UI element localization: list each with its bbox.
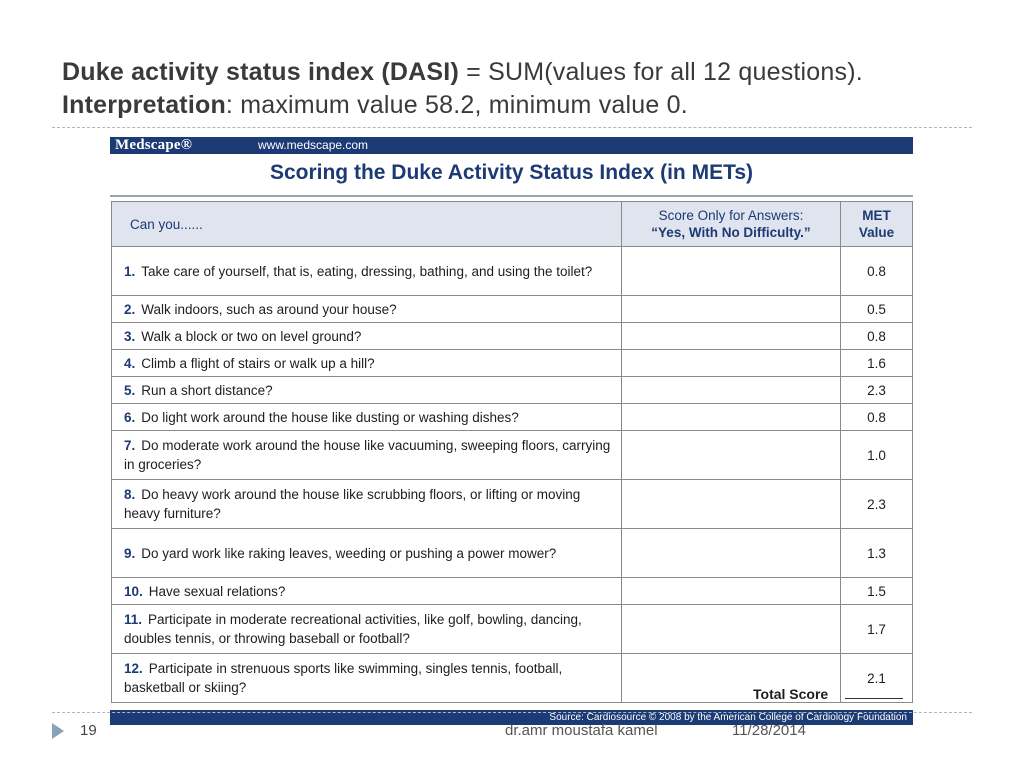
question-number: 10. — [124, 583, 143, 599]
question-number: 2. — [124, 301, 136, 317]
top-divider — [52, 127, 972, 128]
table-row — [112, 323, 913, 350]
medscape-url: www.medscape.com — [258, 138, 369, 152]
question-text: Do moderate work around the house like vacuuming, sweeping floors, carrying in groceries? — [124, 438, 611, 472]
header-score — [622, 202, 841, 247]
question-number: 3. — [124, 328, 136, 344]
question-text: Do yard work like raking leaves, weeding or pushing a power mower? — [141, 545, 557, 561]
total-score-label: Total Score — [753, 686, 829, 702]
question-number: 7. — [124, 438, 136, 453]
question-cell — [112, 480, 622, 529]
question-number: 4. — [124, 355, 136, 371]
table-row — [112, 431, 913, 480]
score-cell[interactable] — [622, 247, 841, 296]
question-cell — [112, 654, 622, 703]
met-value: 0.8 — [841, 247, 913, 296]
header-met-line2: Value — [858, 225, 895, 240]
interpretation-bold: Interpretation — [62, 91, 226, 119]
slide-title — [62, 56, 992, 122]
score-cell[interactable] — [622, 323, 841, 350]
met-value: 0.5 — [841, 296, 913, 323]
medscape-header-bar — [110, 137, 913, 154]
table-row — [112, 529, 913, 578]
met-value: 1.5 — [841, 578, 913, 605]
bullet-arrow-icon — [52, 723, 64, 739]
table-row — [112, 605, 913, 654]
footer-date: 11/28/2014 — [732, 722, 806, 739]
interpretation-rest: : maximum value 58.2, minimum value 0. — [225, 91, 688, 119]
figure-title-rule — [110, 195, 913, 197]
table-row — [112, 296, 913, 323]
title-line-2 — [62, 89, 992, 122]
figure-title: Scoring the Duke Activity Status Index (in METs) — [269, 161, 754, 184]
header-score-line2: “Yes, With No Difficulty.” — [651, 225, 811, 240]
question-cell — [112, 377, 622, 404]
score-cell[interactable] — [622, 350, 841, 377]
header-met — [841, 202, 913, 247]
question-text: Do heavy work around the house like scrubbing floors, or lifting or moving heavy furniture? — [124, 487, 581, 521]
table-row — [112, 578, 913, 605]
question-number: 9. — [124, 545, 136, 561]
question-number: 12. — [124, 661, 143, 676]
question-text: Take care of yourself, that is, eating, dressing, bathing, and using the toilet? — [141, 263, 593, 279]
met-value: 2.1 — [841, 654, 913, 703]
question-number: 8. — [124, 487, 136, 502]
question-number: 11. — [124, 612, 143, 627]
header-met-line1: MET — [862, 208, 891, 223]
question-cell — [112, 578, 622, 605]
question-number: 5. — [124, 382, 136, 398]
title-line-1 — [62, 56, 992, 89]
header-score-line1: Score Only for Answers: — [658, 208, 804, 223]
table-row — [112, 377, 913, 404]
met-value: 1.3 — [841, 529, 913, 578]
table-row — [112, 404, 913, 431]
question-text: Do light work around the house like dusting or washing dishes? — [141, 409, 519, 425]
met-value: 0.8 — [841, 404, 913, 431]
met-value: 2.3 — [841, 377, 913, 404]
page-number: 19 — [80, 722, 97, 739]
title-bold: Duke activity status index (DASI) — [62, 58, 459, 86]
score-cell[interactable] — [622, 578, 841, 605]
score-cell[interactable] — [622, 480, 841, 529]
question-cell — [112, 247, 622, 296]
question-text: Participate in moderate recreational activities, like golf, bowling, dancing, doubles tennis, or throwing baseball or football? — [124, 612, 582, 646]
question-text: Run a short distance? — [141, 382, 273, 398]
score-cell[interactable] — [622, 431, 841, 480]
footer-author: dr.amr moustafa kamel — [505, 722, 658, 739]
question-cell — [112, 323, 622, 350]
question-text: Climb a flight of stairs or walk up a hill? — [141, 355, 375, 371]
table-row — [112, 247, 913, 296]
met-value: 1.0 — [841, 431, 913, 480]
question-text: Walk indoors, such as around your house? — [141, 301, 397, 317]
score-cell[interactable] — [622, 296, 841, 323]
question-text: Have sexual relations? — [148, 583, 286, 599]
table-header-row — [112, 202, 913, 247]
header-question: Can you...... — [112, 202, 622, 247]
question-cell — [112, 529, 622, 578]
question-cell — [112, 404, 622, 431]
met-value: 1.6 — [841, 350, 913, 377]
score-cell[interactable] — [622, 404, 841, 431]
question-number: 6. — [124, 409, 136, 425]
met-value: 0.8 — [841, 323, 913, 350]
bottom-divider — [52, 712, 972, 713]
score-cell[interactable] — [622, 377, 841, 404]
dasi-figure — [110, 137, 913, 725]
score-cell[interactable] — [622, 529, 841, 578]
score-cell[interactable] — [622, 605, 841, 654]
question-cell — [112, 296, 622, 323]
title-rest: = SUM(values for all 12 questions). — [458, 58, 863, 86]
table-row — [112, 350, 913, 377]
total-score-line — [845, 698, 903, 699]
medscape-logo: Medscape® — [115, 137, 193, 153]
question-cell — [112, 350, 622, 377]
question-cell — [112, 605, 622, 654]
met-value: 2.3 — [841, 480, 913, 529]
table-row — [112, 480, 913, 529]
dasi-table — [111, 201, 913, 703]
question-number: 1. — [124, 263, 136, 279]
question-text: Walk a block or two on level ground? — [141, 328, 362, 344]
question-text: Participate in strenuous sports like swimming, singles tennis, football, basketball or skiing? — [124, 661, 563, 695]
question-cell — [112, 431, 622, 480]
source-text: Source: Cardiosource © 2008 by the American College of Cardiology Foundation — [549, 712, 907, 723]
met-value: 1.7 — [841, 605, 913, 654]
